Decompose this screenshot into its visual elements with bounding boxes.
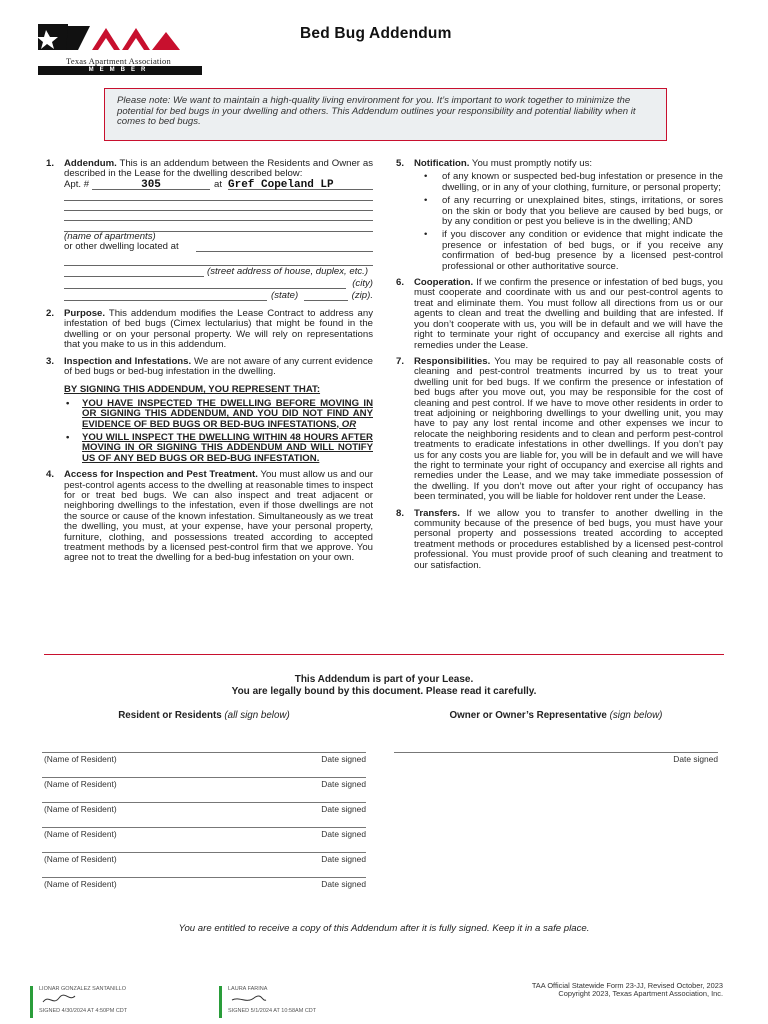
esign-stamp-resident: LIONAR GONZALEZ SANTANILLO SIGNED 4/30/2024 AT 4:50PM CDT [30,986,127,1018]
section-divider [44,654,724,655]
copy-notice: You are entitled to receive a copy of this Addendum after it is fully signed. Keep it in a safe place. [178,923,590,934]
section-purpose: 2. Purpose. This addendum modifies the Lease Contract to address any infestation of bed bugs (Cimex lectularius) that might be found in the dwelling or on your personal property. We will rely on representations that you make to us in this addendum. [46,307,373,351]
page-title: Bed Bug Addendum [300,25,452,42]
other-dwelling-field[interactable] [196,242,373,252]
logo-letter-t [66,26,90,50]
signature-scribble [228,992,268,1006]
blank-line[interactable] [64,190,373,200]
logo-letter-a1 [92,28,120,50]
owner-heading: Owner or Owner’s Representative (sign below) [449,710,663,721]
notification-bullet: • if you discover any condition or evidence that might indicate the presence or infestation of bed bugs, or if you receive any confirmation of bed-bug presence by a licensed pest-control professional or other authoritative source. [414,230,723,272]
representation-1: • YOU HAVE INSPECTED THE DWELLING BEFORE MOVING IN OR SIGNING THIS ADDENDUM, AND YOU DID NOT FIND ANY EVIDENCE OF BED BUGS OR BED-BUG INFESTATIONS, OR [64,399,373,430]
blank-line[interactable] [64,201,373,211]
member-bar: MEMBER [38,66,202,75]
resident-signature-line[interactable]: (Name of Resident) Date signed [44,829,366,839]
section-cooperation: 6. Cooperation. If we confirm the presence or infestation of bed bugs, you must cooperate and coordinate with us and our pest-control agents to treat and eliminate them. You must follow all directions from us or our agents to clean and treat the dwelling and building that are infested. If you don’t cooperate with us, you will be in default and we will have the right to terminate your right of occupancy and exercise all rights and remedies under the Lease. [396,277,723,351]
owner-signature-line[interactable]: Date signed [394,752,718,766]
blank-line[interactable] [64,256,373,266]
state-field[interactable] [64,291,267,301]
esign-stamp-owner: LAURA FARINA SIGNED 5/1/2024 AT 10:58AM CDT [219,986,316,1018]
resident-signature-line[interactable]: (Name of Resident) Date signed [44,754,366,764]
right-column [396,159,723,577]
signature-scribble [39,992,79,1006]
notification-bullet: • of any known or suspected bed-bug infestation or presence in the dwelling, or in any of your clothing, furniture, or personal property; [414,172,723,193]
city-field[interactable] [64,279,346,289]
section-access: 4. Access for Inspection and Pest Treatment. You must allow us and our pest-control agents access to the dwelling at reasonable times to inspect for or treat bed bugs. We can also inspect and treat adjacent or neighboring dwellings to the infestation, even if those dwellings are not the source or cause of the known infestation. Simultaneously as we treat the dwelling, you must, at your expense, have your personal property, furniture, clothing, and possessions treated according to accepted treatment methods by a licensed pest-control firm that we approve. You agree not to treat the dwelling for a bed-bug infestation on your own. [46,469,373,564]
resident-signature-line[interactable]: (Name of Resident) Date signed [44,779,366,789]
zip-field[interactable] [304,291,348,301]
logo-letter-a2 [122,28,150,50]
apartment-name-field[interactable]: Gref Copeland LP [228,180,373,190]
resident-signature-line[interactable]: (Name of Resident) Date signed [44,804,366,814]
logo-caption: Texas Apartment Association [66,56,171,66]
representation-2: • YOU WILL INSPECT THE DWELLING WITHIN 48 HOURS AFTER MOVING IN OR SIGNING THIS ADDENDUM AND WILL NOTIFY US OF ANY BED BUGS OR BED-BUG INFESTATION. [64,433,373,464]
lease-notice: This Addendum is part of your Lease. You are legally bound by this document. Please read it carefully. [231,674,537,697]
notification-bullet: • of any recurring or unexplained bites, stings, irritations, or sores on the skin or body that you believe are caused by bed bugs, or by any condition or pest you believe is in the dwelling; AND [414,196,723,227]
section-addendum: 1. Addendum. This is an addendum between the Residents and Owner as described in the Lease for the dwelling described below: Apt. # 305 at Gref Copeland LP (name of apartments) or other dwelling located at (street address of house, duplex, etc.) (city) (state) (zip). [46,158,373,301]
left-column [46,159,373,570]
representation-heading: BY SIGNING THIS ADDENDUM, YOU REPRESENT THAT: [64,384,321,396]
section-transfers: 8. Transfers. If we allow you to transfer to another dwelling in the community because of the presence of bed bugs, you must have your personal property and possessions treated according to accepted treatment methods or procedures established by a licensed pest-control professional. You must provide proof of such cleaning and treatment to our satisfaction. [396,507,723,571]
intro-note: Please note: We want to maintain a high-quality living environment for you. It’s important to work together to minimize the potential for bed bugs in your dwelling and others. This Addendum outlines your responsibility and potential liability when it comes to bed bugs. [104,88,667,141]
section-notification: 5. Notification. You must promptly notify us: • of any known or suspected bed-bug infestation or presence in the dwelling, or in any of your clothing, furniture, or personal property; • of any recurring or unexplained bites, stings, irritations, or sores on the skin or body that you believe are caused by bed bugs, or by any condition or pest you believe is in the dwelling; AND • if you discover any condition or evidence that might indicate the presence or infestation of bed bugs, or if you receive any confirmation of bed-bug presence by a licensed pest-control professional or other authoritative source. [396,159,723,272]
apt-number-field[interactable]: 305 [92,180,210,190]
section-inspection: 3. Inspection and Infestations. We are not aware of any current evidence of bed bugs or bed-bug infestation in the dwelling. BY SIGNING THIS ADDENDUM, YOU REPRESENT THAT: • YOU HAVE INSPECTED THE DWELLING BEFORE MOVING IN OR SIGNING THIS ADDENDUM, AND YOU DID NOT FIND ANY EVIDENCE OF BED BUGS OR BED-BUG INFESTATIONS, OR • YOU WILL INSPECT THE DWELLING WITHIN 48 HOURS AFTER MOVING IN OR SIGNING THIS ADDENDUM AND WILL NOTIFY US OF ANY BED BUGS OR BED-BUG INFESTATION. [46,357,373,465]
section-responsibilities: 7. Responsibilities. You may be required to pay all reasonable costs of cleaning and pest-control treatments incurred by us to treat your dwelling unit for bed bugs. If we confirm the presence or infestation of bed bugs after you move out, you may be responsible for the cost of cleaning and pest control. If we have to move other residents in order to treat adjoining or neighboring dwellings to your dwelling unit, you may have to pay any lost rental income and other expenses we incur to relocate the neighboring residents and to clean and perform pest-control treatments to eradicate infestations in other dwellings. If you don’t pay us for any costs you are liable for, you will be in default and we will have the right to terminate your right of occupancy and exercise all rights and remedies under the Lease, and we may take immediate possession of the dwelling. If you don’t move out after your right of occupancy has been terminated, you will be liable for holdover rent under the Lease. [396,355,723,503]
form-footer: TAA Official Statewide Form 23-JJ, Revised October, 2023 Copyright 2023, Texas Apartment Association, Inc. [531,981,723,998]
apt-line: Apt. # 305 at Gref Copeland LP [64,180,373,190]
resident-heading: Resident or Residents (all sign below) [118,710,290,721]
blank-line[interactable] [64,211,373,221]
resident-signature-line[interactable]: (Name of Resident) Date signed [44,879,366,889]
resident-signature-line[interactable]: (Name of Resident) Date signed [44,854,366,864]
street-field[interactable] [64,267,204,277]
logo-triangle [152,32,180,50]
